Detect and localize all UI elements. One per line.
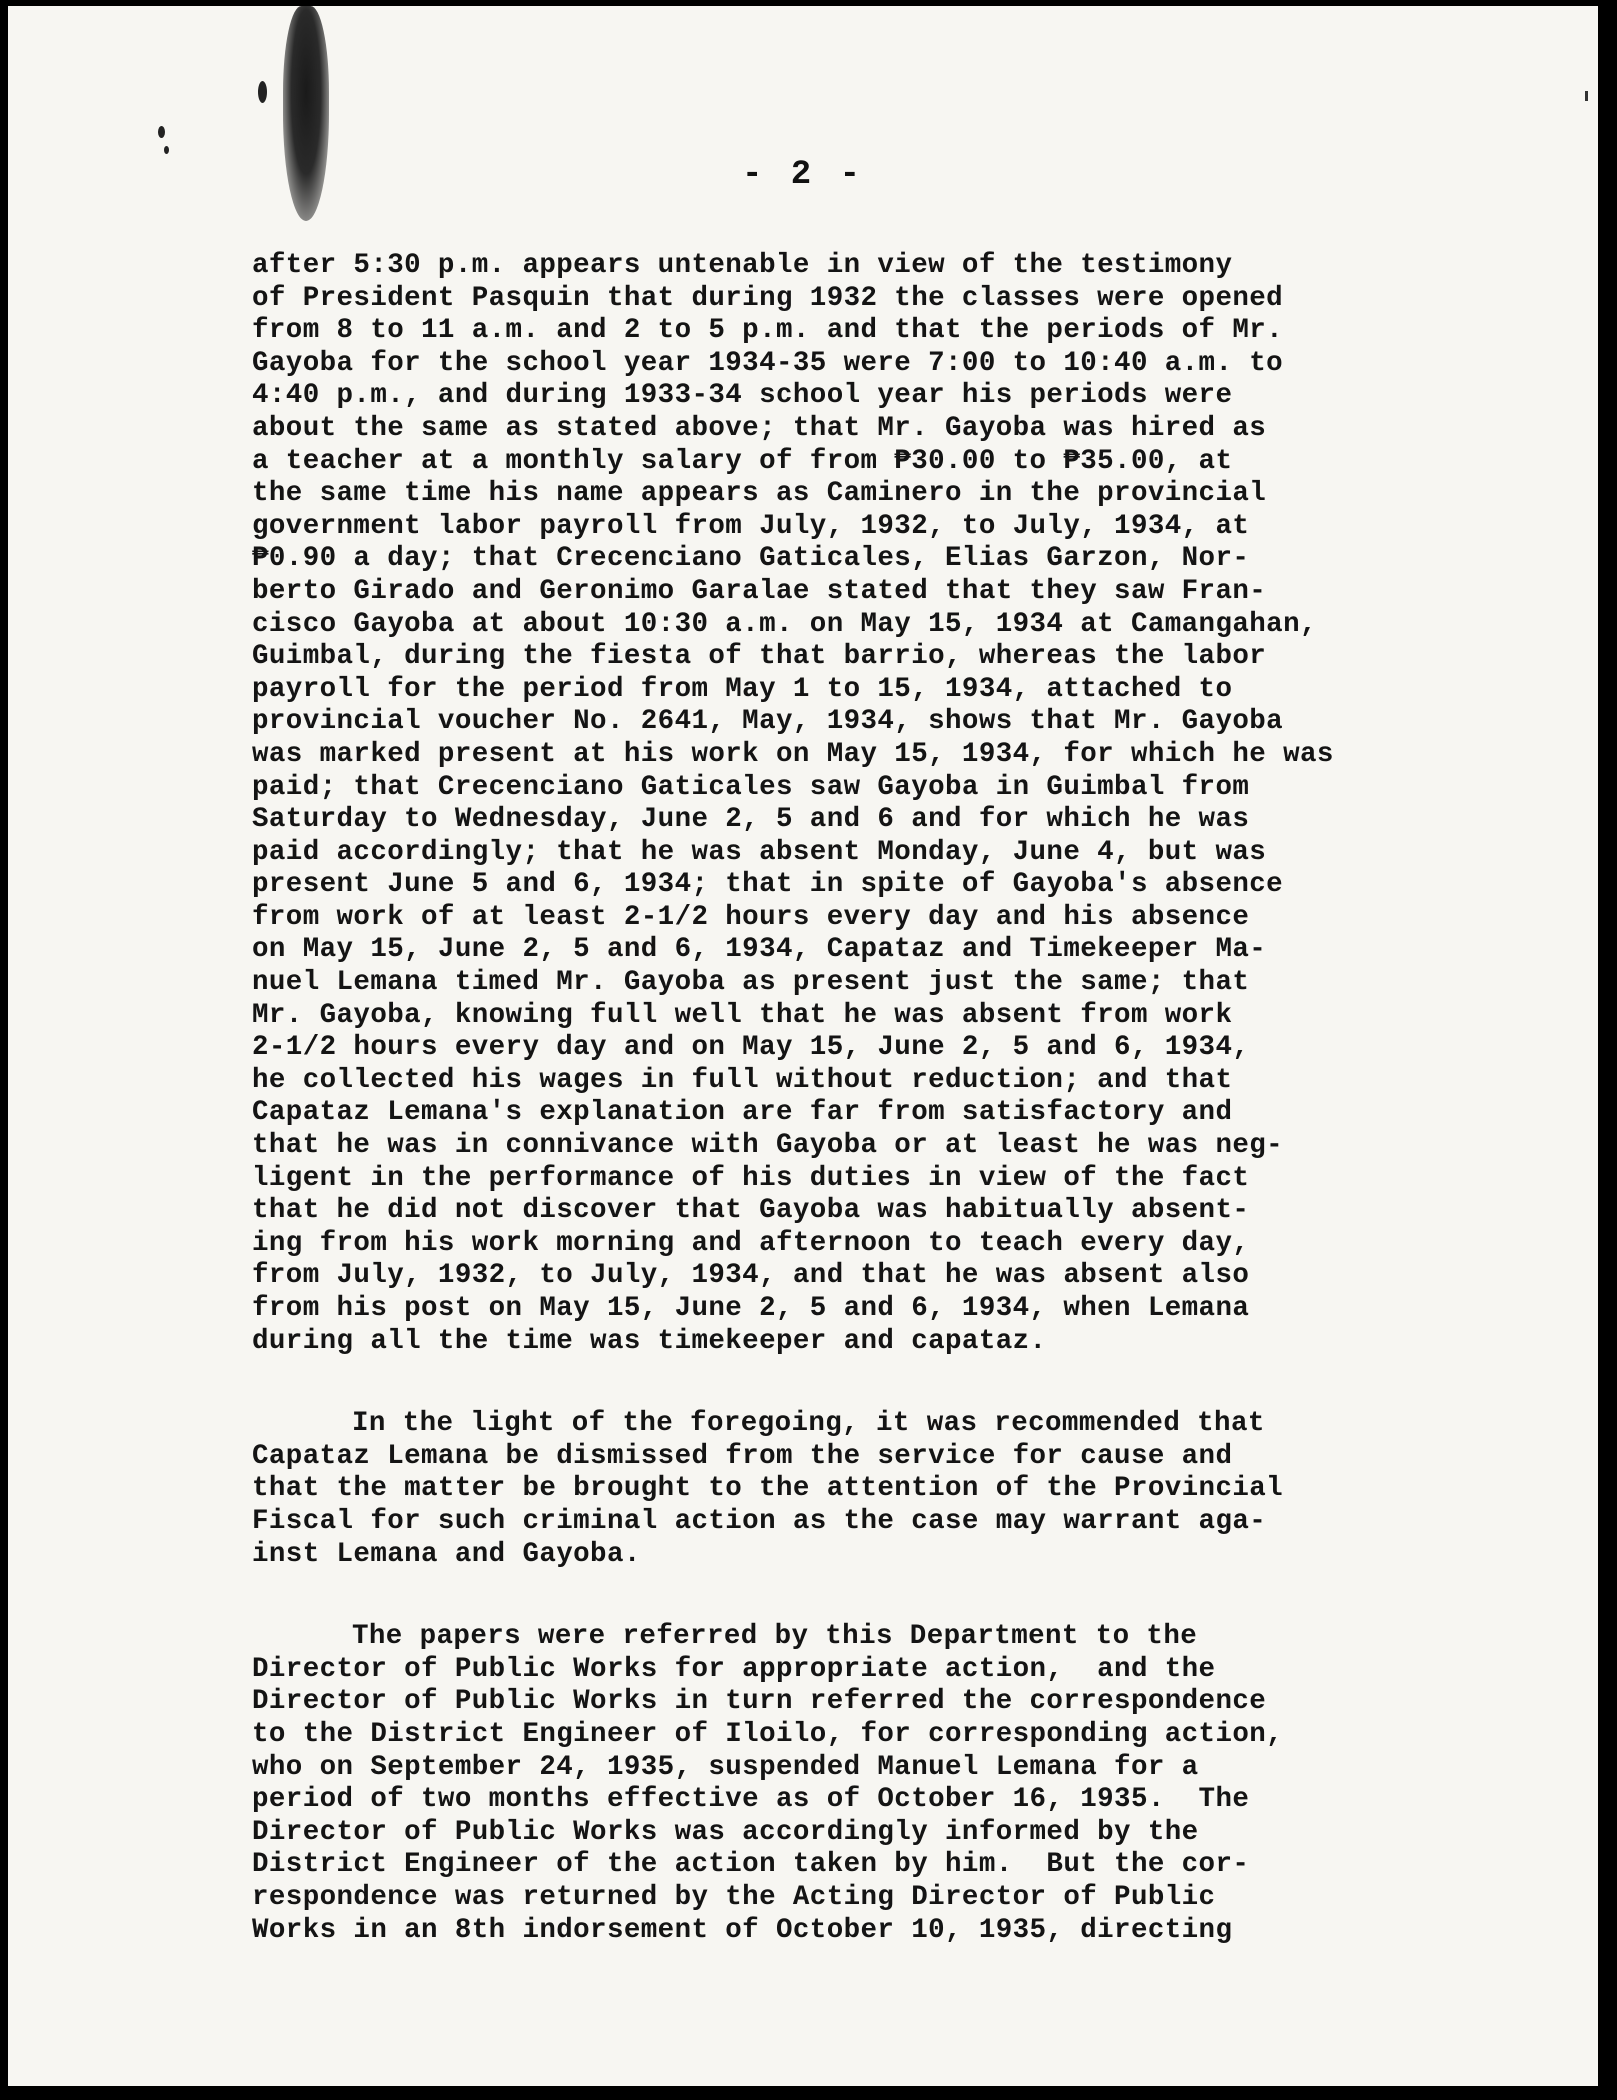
text-line: ligent in the performance of his duties in view of the fact — [252, 1162, 1250, 1194]
text-line: Mr. Gayoba, knowing full well that he was absent from work — [252, 999, 1233, 1031]
text-line: period of two months effective as of October 16, 1935. The — [252, 1784, 1250, 1816]
text-line: provincial voucher No. 2641, May, 1934, shows that Mr. Gayoba — [252, 706, 1284, 738]
text-line: from July, 1932, to July, 1934, and that he was absent also — [252, 1260, 1250, 1292]
ink-spot — [258, 81, 267, 103]
text-line: cisco Gayoba at about 10:30 a.m. on May 15, 1934 at Camangahan, — [252, 608, 1317, 640]
paragraph-gap — [252, 1571, 1552, 1621]
text-line: Gayoba for the school year 1934-35 were 7:00 to 10:40 a.m. to — [252, 347, 1284, 379]
text-line: Saturday to Wednesday, June 2, 5 and 6 and for which he was — [252, 804, 1250, 836]
text-line: paid; that Crecenciano Gaticales saw Gayoba in Guimbal from — [252, 771, 1250, 803]
page-number: - 2 - — [741, 156, 865, 194]
text-line: of President Pasquin that during 1932 the classes were opened — [252, 282, 1284, 314]
text-line: the same time his name appears as Caminero in the provincial — [252, 478, 1267, 510]
text-line: from 8 to 11 a.m. and 2 to 5 p.m. and that the periods of Mr. — [252, 315, 1284, 347]
text-line: from work of at least 2-1/2 hours every day and his absence — [252, 901, 1250, 933]
text-line: to the District Engineer of Iloilo, for corresponding action, — [252, 1718, 1284, 1750]
text-line: Fiscal for such criminal action as the case may warrant aga- — [252, 1505, 1267, 1537]
text-line: after 5:30 p.m. appears untenable in view of the testimony — [252, 250, 1233, 281]
text-line: In the light of the foregoing, it was recommended that — [352, 1408, 1265, 1440]
text-line: Director of Public Works in turn referred the correspondence — [252, 1686, 1267, 1718]
text-line: present June 5 and 6, 1934; that in spite of Gayoba's absence — [252, 869, 1284, 901]
text-line: 4:40 p.m., and during 1933-34 school year his periods were — [252, 380, 1233, 412]
paragraph — [252, 1621, 1552, 1947]
paragraph — [252, 250, 1552, 1358]
text-line: nuel Lemana timed Mr. Gayoba as present just the same; that — [252, 967, 1250, 999]
text-line: was marked present at his work on May 15, 1934, for which he was — [252, 738, 1334, 770]
text-line: about the same as stated above; that Mr. Gayoba was hired as — [252, 412, 1267, 444]
text-line: that he was in connivance with Gayoba or at least he was neg- — [252, 1130, 1284, 1162]
text-line: that the matter be brought to the attention of the Provincial — [252, 1473, 1284, 1505]
text-line: during all the time was timekeeper and capataz. — [252, 1325, 1047, 1357]
text-line: Works in an 8th indorsement of October 10, 1935, directing — [252, 1914, 1233, 1946]
paragraph — [252, 1408, 1552, 1571]
text-line: Capataz Lemana be dismissed from the service for cause and — [252, 1440, 1233, 1472]
text-line: respondence was returned by the Acting Director of Public — [252, 1881, 1216, 1913]
text-line: that he did not discover that Gayoba was habitually absent- — [252, 1195, 1250, 1227]
text-line: Director of Public Works was accordingly informed by the — [252, 1816, 1199, 1848]
text-line: The papers were referred by this Department to the — [352, 1621, 1198, 1653]
text-line: Guimbal, during the fiesta of that barrio, whereas the labor — [252, 641, 1267, 673]
text-line: from his post on May 15, June 2, 5 and 6, 1934, when Lemana — [252, 1293, 1250, 1324]
text-line: ₱0.90 a day; that Crecenciano Gaticales, Elias Garzon, Nor- — [252, 543, 1250, 575]
text-line: berto Girado and Geronimo Garalae stated that they saw Fran- — [252, 575, 1267, 607]
text-line: paid accordingly; that he was absent Monday, June 4, but was — [252, 836, 1267, 868]
text-line: government labor payroll from July, 1932, to July, 1934, at — [252, 510, 1250, 542]
ink-spot — [164, 146, 169, 154]
ink-spot — [158, 126, 165, 138]
text-line: District Engineer of the action taken by him. But the cor- — [252, 1849, 1250, 1881]
paragraph-gap — [252, 1358, 1552, 1408]
document-page — [8, 6, 1598, 2086]
text-line: a teacher at a monthly salary of from ₱30.00 to ₱35.00, at — [252, 445, 1233, 477]
text-line: 2-1/2 hours every day and on May 15, June 2, 5 and 6, 1934, — [252, 1032, 1250, 1064]
text-line: inst Lemana and Gayoba. — [252, 1538, 641, 1570]
text-line: on May 15, June 2, 5 and 6, 1934, Capataz and Timekeeper Ma- — [252, 934, 1267, 966]
text-line: Capataz Lemana's explanation are far from satisfactory and — [252, 1097, 1233, 1129]
text-line: payroll for the period from May 1 to 15, 1934, attached to — [252, 673, 1233, 705]
margin-mark — [1585, 91, 1588, 101]
text-line: Director of Public Works for appropriate action, and the — [252, 1653, 1216, 1685]
text-line: ing from his work morning and afternoon to teach every day, — [252, 1227, 1250, 1259]
document-body — [252, 250, 1552, 1947]
text-line: who on September 24, 1935, suspended Manuel Lemana for a — [252, 1751, 1199, 1783]
text-line: he collected his wages in full without reduction; and that — [252, 1064, 1233, 1096]
